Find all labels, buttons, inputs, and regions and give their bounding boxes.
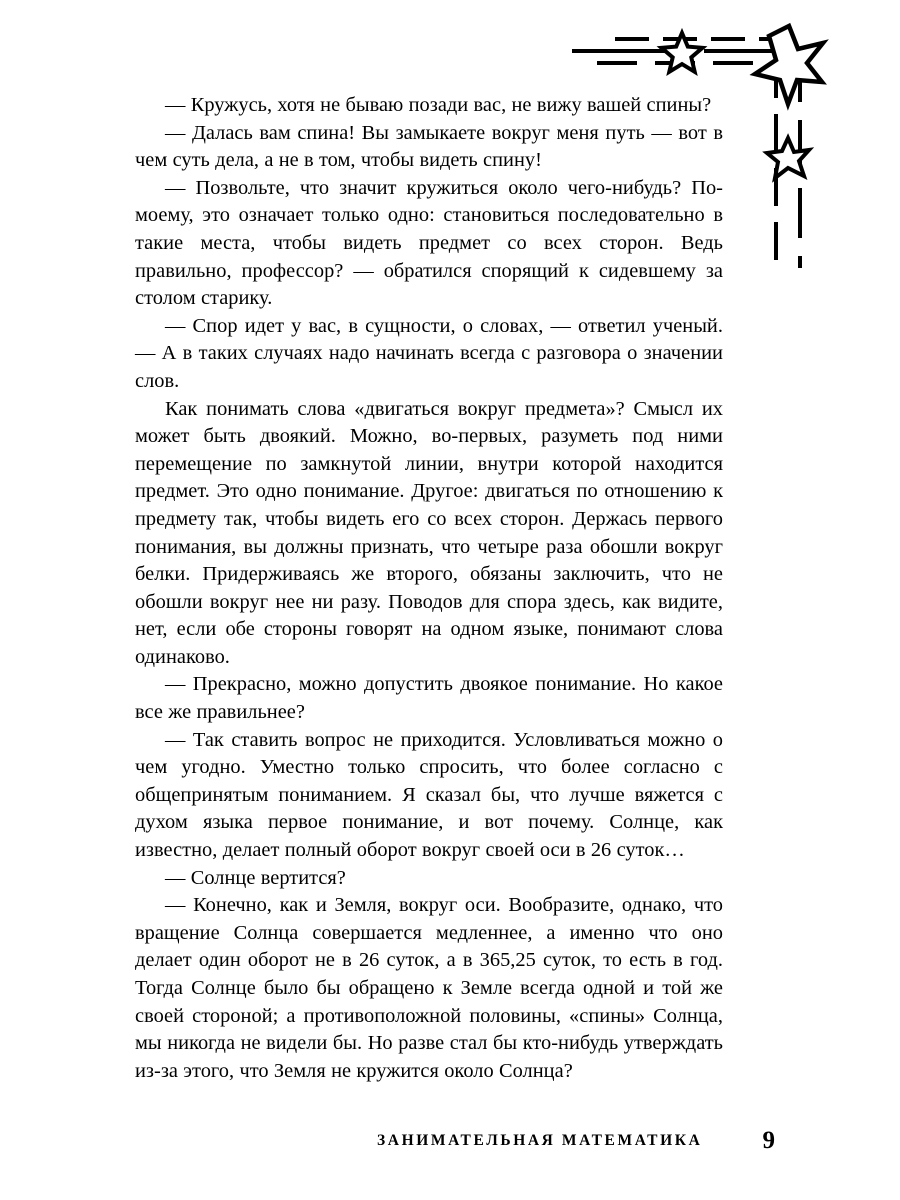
- paragraph: — Позвольте, что значит кружиться около чего-нибудь? По-моему, это означает только одно: становиться последовательно в такие места, чтобы видеть предмет со всех сторон. Ведь правильно, профессор? — обратился спорящий к сидевшему за столом старику.: [135, 176, 723, 310]
- star-horizontal-rule-icon: [662, 33, 703, 72]
- paragraph: — Спор идет у вас, в сущности, о словах, — ответил ученый. — А в таких случаях надо начинать всегда с разговора о значении слов.: [135, 314, 723, 392]
- page-footer: [135, 1126, 775, 1160]
- running-title: ЗАНИМАТЕЛЬНАЯ МАТЕМАТИКА: [377, 1132, 703, 1149]
- paragraph: — Так ставить вопрос не приходится. Условливаться можно о чем угодно. Уместно только спросить, что более согласно с общепринятым пониманием. Я сказал бы, что лучше вяжется с духом языка первое понимание, и вот почему. Солнце, как известно, делает полный оборот вокруг своей оси в 26 суток…: [135, 728, 723, 862]
- star-corner-icon: [755, 26, 823, 104]
- page-number: 9: [762, 1127, 775, 1154]
- paragraph: — Конечно, как и Земля, вокруг оси. Вообразите, однако, что вращение Солнца совершается медленнее, а именно что оно делает один оборот не в 26 суток, а в 365,25 суток, то есть в год. Тогда Солнце было бы обращено к Земле всегда одной и той же своей стороной; а противоположной половины, «спины» Солнца, мы никогда не видели бы. Но разве стал бы кто-нибудь утверждать из-за этого, что Земля не кружится около Солнца?: [135, 894, 723, 1082]
- star-vertical-rule-icon: [767, 138, 809, 178]
- body-text: [135, 92, 723, 1085]
- paragraph: — Кружусь, хотя не бываю позади вас, не вижу вашей спины?: [165, 94, 712, 116]
- paragraph: — Солнце вертится?: [165, 866, 346, 889]
- paragraph: — Прекрасно, можно допустить двоякое понимание. Но какое все же правильнее?: [135, 673, 723, 724]
- paragraph: Как понимать слова «двигаться вокруг предмета»? Смысл их может быть двоякий. Можно, во-первых, разуметь под ними перемещение по замкнутой линии, внутри которой находится предмет. Это одно понимание. Другое: двигаться по отношению к предмету так, чтобы видеть его со всех сторон. Держась первого понимания, вы должны признать, что четыре раза обошли вокруг белки. Придерживаясь же второго, обязаны заключить, что не обошли вокруг нее ни разу. Поводов для спора здесь, как видите, нет, если обе стороны говорят на одном языке, понимают слова одинаково.: [135, 397, 723, 668]
- paragraph: — Далась вам спина! Вы замыкаете вокруг меня путь — вот в чем суть дела, а не в том, чтобы видеть спину!: [135, 121, 723, 172]
